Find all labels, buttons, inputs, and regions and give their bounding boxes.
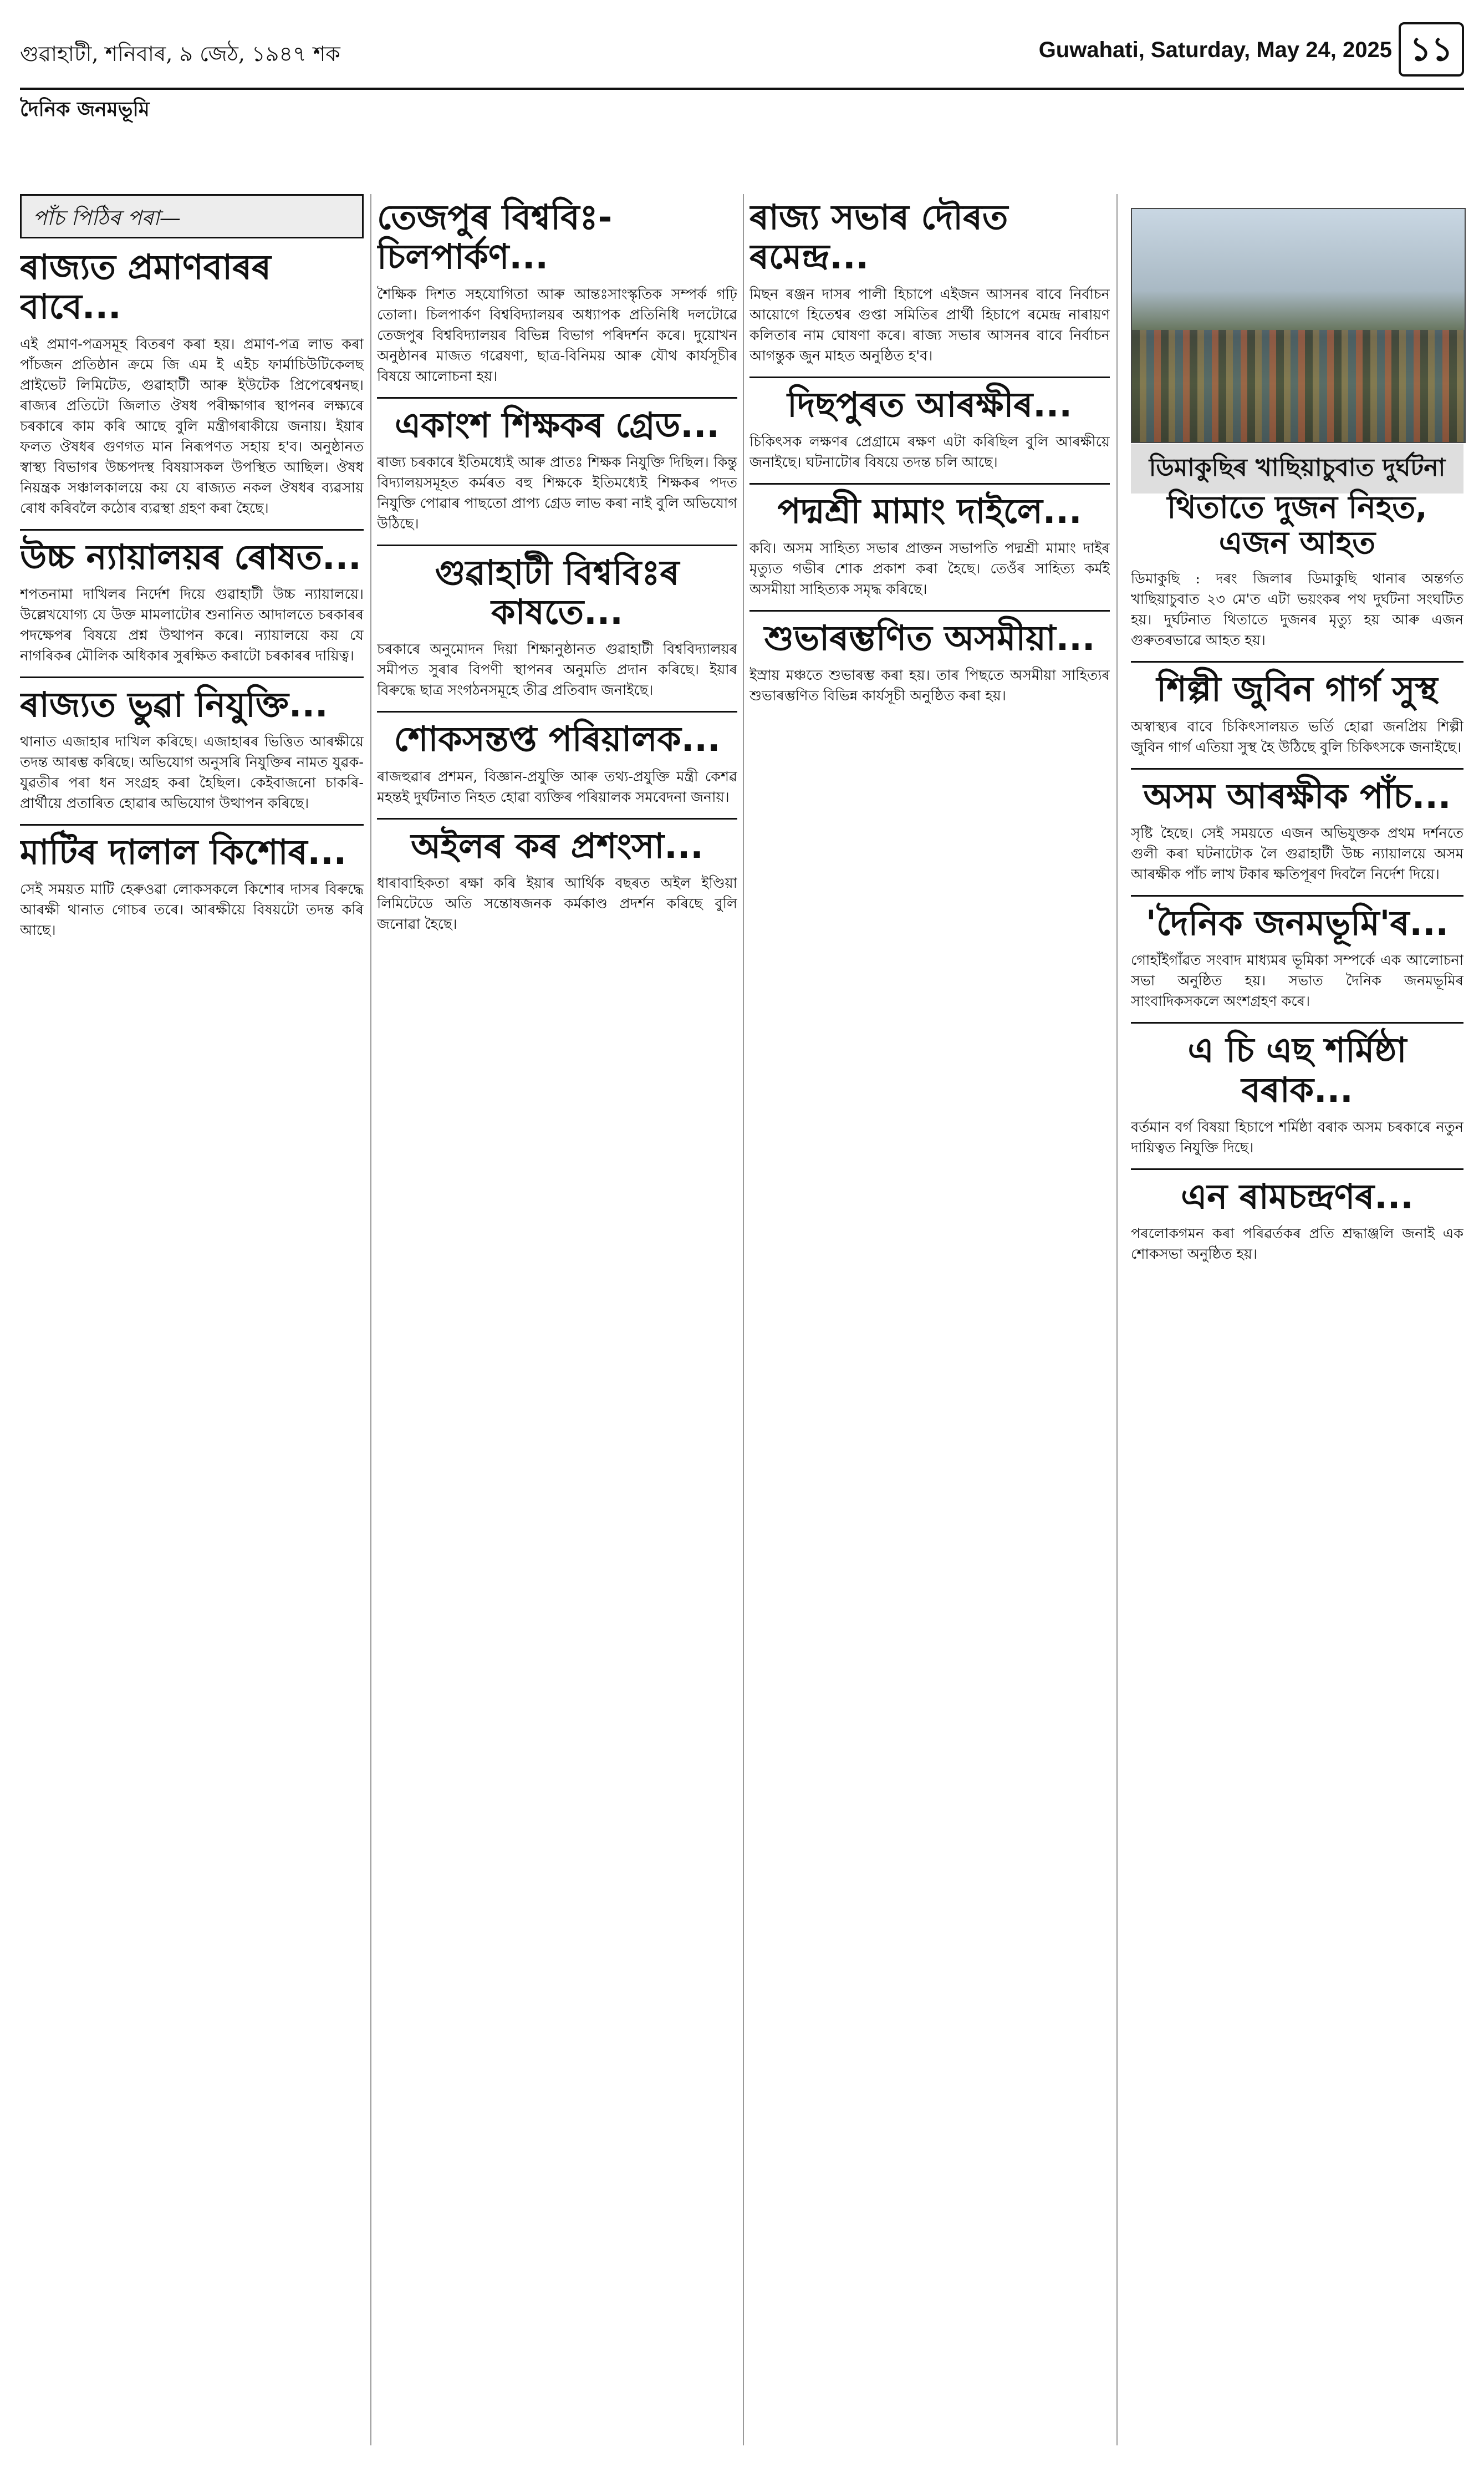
article xyxy=(20,685,364,814)
divider xyxy=(377,711,737,713)
divider xyxy=(749,377,1110,378)
divider xyxy=(20,824,364,826)
column-3 xyxy=(749,194,1110,2445)
article-body: অস্বাস্থ্যৰ বাবে চিকিৎসালয়ত ভৰ্তি হোৱা জনপ্ৰিয় শিল্পী জুবিন গাৰ্গ এতিয়া সুস্থ হৈ উঠিছে বুলি চিকিৎসকে জনাইছে। xyxy=(1131,718,1463,756)
article xyxy=(749,618,1110,706)
article-body: মিছন ৰঞ্জন দাসৰ পালী হিচাপে এইজন আসনৰ বাবে নিৰ্বাচন আয়োগে হিতেশ্বৰ গুপ্তা সমিতিৰ প্ৰাৰ্থী হিচাপে ৰমেন্দ্ৰ নাৰায়ণ কলিতাৰ নাম ঘোষণা কৰে। ৰাজ্য সভাৰ আসনৰ বাবে নিৰ্বাচন আগন্তুক জুন মাহত অনুষ্ঠিত হ'ব। xyxy=(749,286,1110,364)
masthead: দৈনিক জনমভূমি xyxy=(20,98,150,121)
article xyxy=(20,247,364,519)
headline: উচ্চ ন্যায়ালয়ৰ ৰোষত... xyxy=(20,536,361,577)
article xyxy=(377,197,737,387)
headline: ৰাজ্যত প্ৰমাণবাৰৰ বাবে... xyxy=(20,247,271,327)
column-2 xyxy=(377,194,737,2445)
article-body: থানাত এজাহাৰ দাখিল কৰিছে। এজাহাৰৰ ভিত্তিত আৰক্ষীয়ে তদন্ত আৰম্ভ কৰিছে। অভিযোগ অনুসৰি নিযুক্তিৰ নামত যুৱক-যুৱতীৰ পৰা ধন সংগ্ৰহ কৰা হৈছিল। কেইবাজনো চাকৰি-প্ৰাৰ্থীয়ে প্ৰতাৰিত হোৱাৰ অভিযোগ উত্থাপন কৰিছে। xyxy=(20,734,364,812)
article xyxy=(20,537,364,667)
headline: দিছপুৰত আৰক্ষীৰ... xyxy=(787,384,1072,425)
date-line-english: Guwahati, Saturday, May 24, 2025 xyxy=(1038,38,1392,62)
divider xyxy=(377,397,737,399)
headline: শোকসন্তপ্ত পৰিয়ালক... xyxy=(394,719,721,760)
divider xyxy=(377,545,737,546)
headline: 'দৈনিক জনমভূমি'ৰ... xyxy=(1145,902,1449,943)
article xyxy=(20,832,364,941)
headline: শিল্পী জুবিন গাৰ্গ সুস্থ xyxy=(1156,669,1438,710)
headline: ৰাজ্য সভাৰ দৌৰত ৰমেন্দ্ৰ... xyxy=(749,197,1008,277)
page-number: ১১ xyxy=(1399,22,1464,77)
headline: মাটিৰ দালাল কিশোৰ... xyxy=(20,832,347,873)
article-body: সেই সময়ত মাটি হেৰুওৱা লোকসকলে কিশোৰ দাসৰ বিৰুদ্ধে আৰক্ষী থানাত গোচৰ তৰে। আৰক্ষীয়ে বিষয়টো তদন্ত কৰি আছে। xyxy=(20,881,364,939)
article xyxy=(377,719,737,807)
article-body: শৈক্ষিক দিশত সহযোগিতা আৰু আন্তঃসাংস্কৃতিক সম্পৰ্ক গঢ়ি তোলা। চিলপাৰ্কণ বিশ্ববিদ্যালয়ৰ অধ্যাপক প্ৰতিনিধি দলটোৱে তেজপুৰ বিশ্ববিদ্যালয়ৰ বিভিন্ন বিভাগ পৰিদৰ্শন কৰে। দুয়োখন অনুষ্ঠানৰ মাজত গৱেষণা, ছাত্ৰ-বিনিময় আৰু যৌথ কাৰ্যসূচীৰ বিষয়ে আলোচনা হয়। xyxy=(377,286,737,385)
crowd-image xyxy=(1132,330,1465,442)
article xyxy=(749,385,1110,473)
article-body: গোহাঁইগাঁৱত সংবাদ মাধ্যমৰ ভূমিকা সম্পৰ্কে এক আলোচনা সভা অনুষ্ঠিত হয়। সভাত দৈনিক জনমভূমিৰ সাংবাদিকসকলে অংশগ্ৰহণ কৰে। xyxy=(1131,952,1463,1010)
article-body: সৃষ্টি হৈছে। সেই সময়তে এজন অভিযুক্তক প্ৰথম দৰ্শনতে গুলী কৰা ঘটনাটোক লৈ গুৱাহাটী উচ্চ ন্যায়ালয়ে অসম আৰক্ষীক পাঁচ লাখ টকাৰ ক্ষতিপূৰণ দিবলৈ নিৰ্দেশ দিয়ে। xyxy=(1131,825,1463,883)
photo-headline: থিতাতে দুজন নিহত, এজন আহত xyxy=(1167,489,1427,561)
headline: তেজপুৰ বিশ্ববিঃ-চিলপাৰ্কণ... xyxy=(377,197,613,277)
article-body: বৰ্তমান বৰ্গ বিষয়া হিচাপে শৰ্মিষ্ঠা বৰাক অসম চৰকাৰে নতুন দায়িত্বত নিযুক্তি দিছে। xyxy=(1131,1118,1463,1156)
article-body: শপতনামা দাখিলৰ নিৰ্দেশ দিয়ে গুৱাহাটী উচ্চ ন্যায়ালয়ে। উল্লেখযোগ্য যে উক্ত মামলাটোৰ শুনানিত আদালতে চৰকাৰৰ পদক্ষেপৰ বিষয়ে প্ৰশ্ন উত্থাপন কৰে। ন্যায়ালয়ে কয় যে নাগৰিকৰ মৌলিক অধিকাৰ সুৰক্ষিত কৰাটো চৰকাৰৰ দায়িত্ব। xyxy=(20,586,364,664)
article-body: ৰাজহুৱাৰ প্ৰশমন, বিজ্ঞান-প্ৰযুক্তি আৰু তথ্য-প্ৰযুক্তি মন্ত্ৰী কেশৱ মহন্তই দুৰ্ঘটনাত নিহত হোৱা ব্যক্তিৰ পৰিয়ালক সমবেদনা জনায়। xyxy=(377,768,737,806)
headline: এ চি এছ শৰ্মিষ্ঠা বৰাক... xyxy=(1187,1030,1407,1110)
divider xyxy=(749,483,1110,485)
news-photo xyxy=(1131,208,1466,443)
article xyxy=(377,405,737,535)
headline: পদ্মশ্ৰী মামাং দাইলে... xyxy=(777,490,1082,531)
column-divider xyxy=(370,194,371,2445)
column-4 xyxy=(1131,446,1463,2443)
divider xyxy=(1131,768,1463,770)
divider xyxy=(749,610,1110,612)
headline: ৰাজ্যত ভুৱা নিযুক্তি... xyxy=(20,684,328,725)
article xyxy=(377,826,737,935)
article xyxy=(1131,669,1463,757)
divider xyxy=(1131,895,1463,897)
article-body: ইস্ৰায় মঞ্চতে শুভাৰম্ভ কৰা হয়। তাৰ পিছতে অসমীয়া সাহিত্যৰ শুভাৰম্ভণিত বিভিন্ন কাৰ্যসূচী অনুষ্ঠিত কৰা হয়। xyxy=(749,667,1110,705)
header-rule xyxy=(20,88,1464,90)
divider xyxy=(1131,1022,1463,1024)
article xyxy=(1131,903,1463,1012)
photo-caption: ডিমাকুছিৰ খাছিয়াচুবাত দুৰ্ঘটনা xyxy=(1149,454,1446,482)
headline: শুভাৰম্ভণিত অসমীয়া... xyxy=(764,618,1095,659)
article xyxy=(1131,1177,1463,1265)
page-header xyxy=(20,22,1464,121)
headline: গুৱাহাটী বিশ্ববিঃৰ কাষতে... xyxy=(435,552,680,633)
article-body: ৰাজ্য চৰকাৰে ইতিমধ্যেই আৰু প্ৰাতঃ শিক্ষক নিযুক্তি দিছিল। কিন্তু বিদ্যালয়সমূহত কৰ্মৰত বহু শিক্ষকে ইতিমধ্যেই শিক্ষকৰ পদত নিযুক্তি পোৱাৰ পাছতো প্ৰাপ্য গ্ৰেড লাভ কৰা নাই বুলি অভিযোগ উঠিছে। xyxy=(377,454,737,532)
article-body: এই প্ৰমাণ-পত্ৰসমূহ বিতৰণ কৰা হয়। প্ৰমাণ-পত্ৰ লাভ কৰা পাঁচজন প্ৰতিষ্ঠান ক্ৰমে জি এম ই এইচ ফাৰ্মাচিউটিকেলছ প্ৰাইভেট লিমিটেড, গুৱাহাটী আৰু ইউটেক প্ৰিপেৰেশ্বনছ। ৰাজ্যৰ প্ৰতিটো জিলাত ঔষধ পৰীক্ষাগাৰ স্থাপনৰ লক্ষ্যৰে চৰকাৰে কাম কৰি আছে বুলি মন্ত্ৰীগৰাকীয়ে জনায়। ইয়াৰ ফলত ঔষধৰ গুণগত মান নিৰূপণত সহায় হ'ব। অনুষ্ঠানত স্বাস্থ্য বিভাগৰ উচ্চপদস্থ বিষয়াসকল উপস্থিত আছিল। ঔষধ নিয়ন্ত্ৰক সঞ্চালকালয়ে কয় যে ৰাজ্যত নকল ঔষধৰ ব্যৱসায় ৰোধ কৰিবলৈ কঠোৰ ব্যৱস্থা গ্ৰহণ কৰা হৈছে। xyxy=(20,335,364,517)
divider xyxy=(1131,661,1463,663)
article xyxy=(749,491,1110,600)
article-body: ধাৰাবাহিকতা ৰক্ষা কৰি ইয়াৰ আৰ্থিক বছৰত অইল ইণ্ডিয়া লিমিটেডে অতি সন্তোষজনক কৰ্মকাণ্ড প্ৰদৰ্শন কৰিছে বুলি জনোৱা হৈছে। xyxy=(377,875,737,933)
article xyxy=(377,553,737,701)
headline: অসম আৰক্ষীক পাঁচ... xyxy=(1143,775,1451,816)
article xyxy=(1131,776,1463,885)
date-line: গুৱাহাটী, শনিবাৰ, ৯ জেঠ, ১৯৪৭ শক xyxy=(20,42,340,66)
divider xyxy=(377,818,737,820)
headline: একাংশ শিক্ষকৰ গ্ৰেড... xyxy=(395,404,720,445)
column-divider xyxy=(1116,194,1118,2445)
article-body: কবি। অসম সাহিত্য সভাৰ প্ৰাক্তন সভাপতি পদ্মশ্ৰী মামাং দাইৰ মৃত্যুত গভীৰ শোক প্ৰকাশ কৰা হৈছে। তেওঁৰ সাহিত্য কৰ্মই অসমীয়া সাহিত্যক সমৃদ্ধ কৰিছে। xyxy=(749,540,1110,598)
article-body: চৰকাৰে অনুমোদন দিয়া শিক্ষানুষ্ঠানত গুৱাহাটী বিশ্ববিদ্যালয়ৰ সমীপত সুৰাৰ বিপণী স্থাপনৰ অনুমতি প্ৰদান কৰিছে। ইয়াৰ বিৰুদ্ধে ছাত্ৰ সংগঠনসমূহে তীব্ৰ প্ৰতিবাদ জনাইছে। xyxy=(377,641,737,699)
column-divider xyxy=(743,194,744,2445)
divider xyxy=(20,676,364,678)
article-body: পৰলোকগমন কৰা পৰিৱৰ্তকৰ প্ৰতি শ্ৰদ্ধাঞ্জলি জনাই এক শোকসভা অনুষ্ঠিত হয়। xyxy=(1131,1225,1463,1263)
article xyxy=(1131,1030,1463,1158)
divider xyxy=(20,529,364,531)
headline: অইলৰ কৰ প্ৰশংসা... xyxy=(411,825,703,866)
continued-label: পাঁচ পিঠিৰ পৰা— xyxy=(20,194,364,238)
article xyxy=(749,197,1110,367)
article-body: ডিমাকুছি : দৰং জিলাৰ ডিমাকুছি থানাৰ অন্তৰ্গত খাছিয়াচুবাত ২৩ মে'ত এটা ভয়ংকৰ পথ দুৰ্ঘটনা সংঘটিত হয়। দুৰ্ঘটনাত থিতাতে দুজনৰ মৃত্যু হয় আৰু এজন গুৰুতৰভাৱে আহত হয়। xyxy=(1131,571,1463,649)
column-1 xyxy=(20,244,364,2445)
divider xyxy=(1131,1168,1463,1170)
article-body: চিকিৎসক লক্ষণৰ প্ৰেগ্ৰামে ৰক্ষণ এটা কৰিছিল বুলি আৰক্ষীয়ে জনাইছে। ঘটনাটোৰ বিষয়ে তদন্ত চলি আছে। xyxy=(749,433,1110,471)
headline: এন ৰামচন্দ্ৰণৰ... xyxy=(1181,1176,1414,1217)
